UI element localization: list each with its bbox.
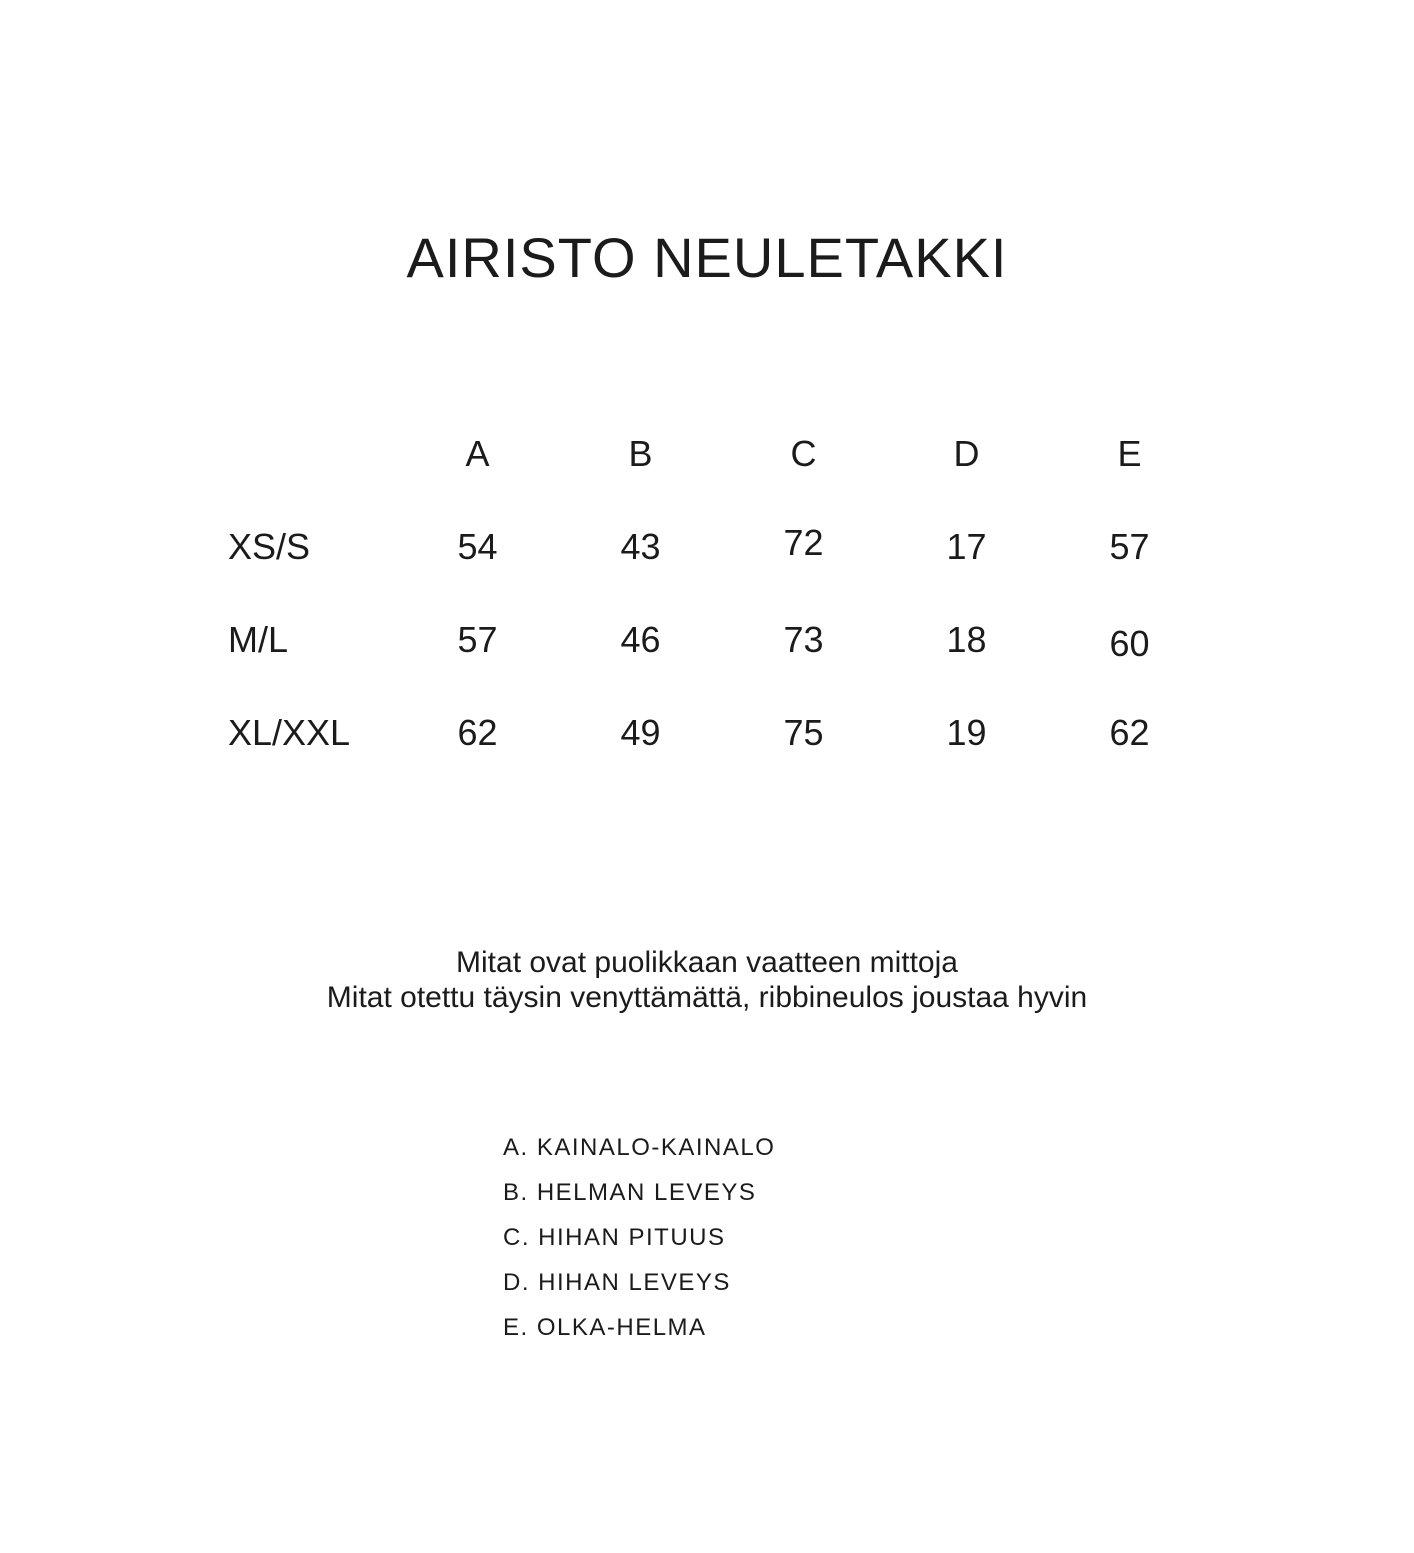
size-value: 57 [1109,525,1150,567]
size-value: 57 [457,618,498,660]
column-header-c: C [790,432,817,474]
column-header-b: B [628,432,653,474]
size-value: 18 [946,618,987,660]
page-title: AIRISTO NEULETAKKI [406,226,1008,289]
size-value: 60 [1109,622,1150,664]
note-line-1: Mitat ovat puolikkaan vaatteen mittoja [456,946,958,979]
measurement-legend [503,1125,775,1350]
size-table [228,407,1211,779]
size-value: 49 [620,711,661,753]
legend-item-e: E. OLKA-HELMA [503,1314,707,1341]
size-value: 19 [946,711,987,753]
size-value: 43 [620,525,661,567]
size-value: 62 [1109,711,1150,753]
row-label-xl-xxl: XL/XXL [228,711,351,753]
column-header-d: D [953,432,980,474]
size-value: 54 [457,525,498,567]
column-header-a: A [465,432,490,474]
size-value: 73 [783,618,824,660]
size-value: 46 [620,618,661,660]
table-corner-cell [228,407,396,500]
row-label-xs-s: XS/S [228,525,311,567]
legend-item-c: C. HIHAN PITUUS [503,1224,726,1251]
size-value: 17 [946,525,987,567]
row-label-m-l: M/L [228,618,289,660]
note-line-2: Mitat otettu täysin venyttämättä, ribbineulos joustaa hyvin [326,981,1088,1014]
size-value: 72 [783,521,824,563]
column-header-e: E [1117,432,1142,474]
size-value: 62 [457,711,498,753]
measurement-notes [0,945,1414,1015]
legend-item-a: A. KAINALO-KAINALO [503,1134,776,1161]
size-value: 75 [783,711,824,753]
legend-item-b: B. HELMAN LEVEYS [503,1179,757,1206]
legend-item-d: D. HIHAN LEVEYS [503,1269,731,1296]
